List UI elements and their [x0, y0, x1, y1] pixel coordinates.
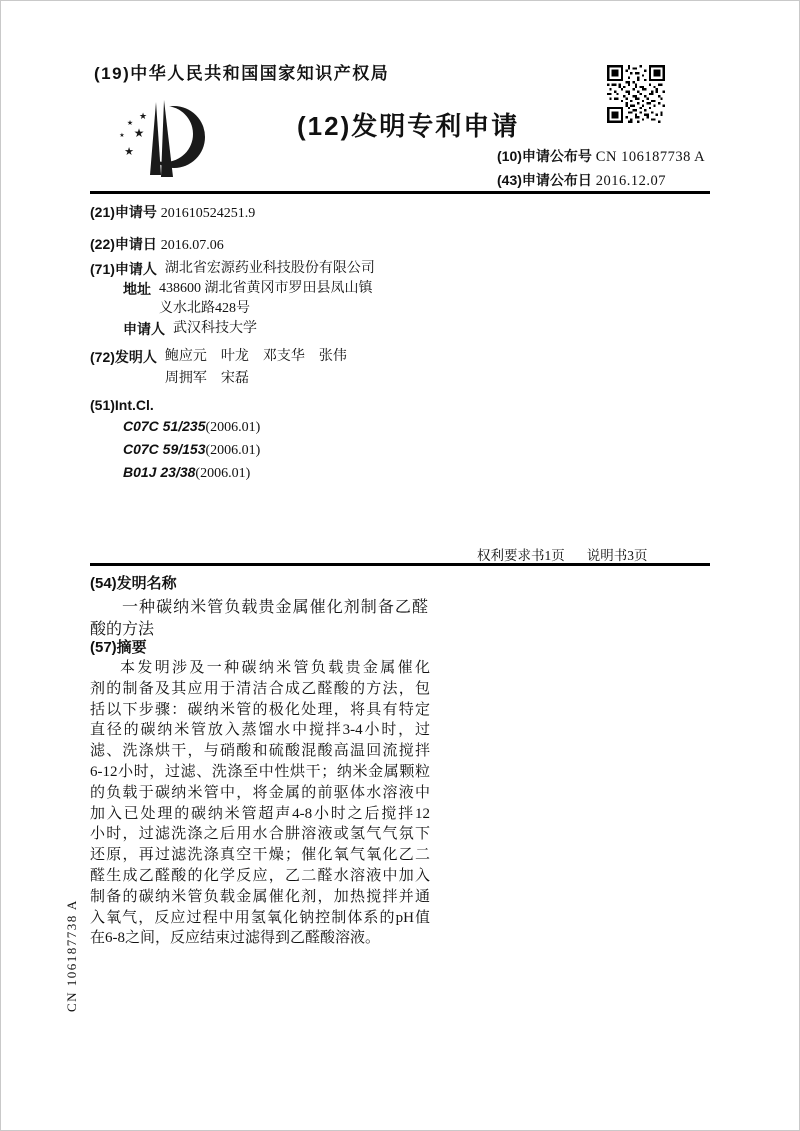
publication-date-label: (43)申请公布日 — [497, 172, 592, 188]
svg-text:★: ★ — [138, 112, 148, 122]
publication-date-line — [497, 170, 666, 190]
abstract-line: 醛生成乙醛酸的化学反应，乙二醛水溶液中加入 — [90, 867, 430, 884]
document-pages-info — [477, 544, 648, 564]
header-divider-rule — [90, 191, 710, 194]
co-applicant-value: 武汉科技大学 — [173, 321, 257, 336]
applicant-row — [90, 259, 375, 279]
claims-pages: 权利要求书1页 — [477, 548, 565, 563]
abstract-text — [90, 658, 430, 949]
publication-number-label: (10)申请公布号 — [497, 148, 592, 164]
address-label: 地址 — [123, 281, 151, 297]
cnipa-logo-icon — [112, 95, 218, 187]
abstract-line: 的负载于碳纳米管中，将金属的前驱体水溶液中 — [90, 784, 430, 801]
inventors-line-1: 鲍应元 叶龙 邓支华 张伟 — [164, 349, 347, 364]
co-applicant-label: 申请人 — [123, 321, 165, 337]
publication-number-line — [497, 146, 705, 166]
svg-text:★: ★ — [133, 126, 145, 140]
applicant-block — [90, 259, 375, 339]
application-number-row — [90, 202, 255, 224]
document-type-title: (12)发明专利申请 — [297, 111, 520, 141]
description-pages: 说明书3页 — [586, 548, 648, 563]
abstract-label: (57)摘要 — [90, 639, 147, 656]
abstract-line: 括以下步骤：碳纳米管的极化处理，将具有特定 — [90, 701, 430, 718]
inventors-line-2: 周拥军 宋磊 — [164, 371, 249, 386]
address-line-1: 438600 湖北省黄冈市罗田县凤山镇 — [159, 281, 373, 296]
ipc-entry — [123, 441, 260, 459]
inventors-label: (72)发明人 — [90, 349, 157, 365]
abstract-line: 6-12小时，过滤、洗涤至中性烘干；纳米金属颗粒 — [90, 763, 430, 780]
ipc-version: (2006.01) — [205, 443, 261, 458]
inventors-names — [165, 346, 347, 390]
applicant-label: (71)申请人 — [90, 261, 157, 277]
svg-text:★: ★ — [126, 119, 134, 127]
intcl-row — [90, 395, 154, 415]
invention-title-label: (54)发明名称 — [90, 575, 177, 592]
abstract-line: 剂的制备及其应用于清洁合成乙醛酸的方法，包 — [90, 680, 430, 697]
ipc-version: (2006.01) — [195, 466, 251, 481]
application-date-value: 2016.07.06 — [160, 238, 224, 253]
ipc-code: C07C 59/153 — [123, 441, 206, 457]
co-applicant-row — [90, 319, 375, 339]
svg-text:★: ★ — [124, 145, 134, 158]
inventors-row — [90, 346, 347, 390]
abstract-line: 加入已处理的碳纳米管超声4-8小时之后搅拌12 — [90, 805, 430, 822]
section-divider-rule — [90, 563, 710, 566]
applicant-value: 湖北省宏源药业科技股份有限公司 — [164, 261, 375, 276]
abstract-line: 制备的碳纳米管负载金属催化剂，加热搅拌并通 — [90, 888, 430, 905]
svg-text:★: ★ — [119, 132, 125, 139]
publication-number-value: CN 106187738 A — [595, 149, 706, 165]
abstract-line: 还原，再过滤洗涤真空干燥；催化氧气氧化乙二 — [90, 847, 430, 864]
ipc-code: C07C 51/235 — [123, 418, 206, 434]
invention-title-line-2: 酸的方法 — [90, 621, 155, 638]
abstract-line: 直径的碳纳米管放入蒸馏水中搅拌3-4小时，过 — [90, 722, 430, 739]
address-row — [90, 279, 375, 319]
ipc-entry — [123, 418, 260, 436]
application-number-label: (21)申请号 — [90, 204, 157, 220]
abstract-line: 入氧气，反应过程中用氢氧化钠控制体系的pH值 — [90, 909, 430, 926]
abstract-line: 在6-8之间，反应结束过滤得到乙醛酸溶液。 — [90, 930, 380, 947]
abstract-line: 滤、洗涤烘干，与硝酸和硫酸混酸高温回流搅拌 — [90, 743, 430, 760]
application-number-value: 201610524251.9 — [160, 206, 256, 221]
ipc-code: B01J 23/38 — [123, 464, 196, 480]
address-line-2: 义水北路428号 — [159, 301, 250, 316]
vertical-publication-id: CN 106187738 A — [64, 899, 79, 1012]
intcl-label: (51)Int.Cl. — [90, 397, 154, 413]
ipc-entry — [123, 464, 250, 482]
issuing-office-title: (19)中华人民共和国国家知识产权局 — [94, 64, 390, 83]
inventors-block — [90, 346, 347, 390]
qr-code-icon — [607, 65, 665, 123]
publication-date-value: 2016.12.07 — [595, 173, 667, 189]
abstract-line: 小时，过滤洗涤之后用水合肼溶液或氢气气氛下 — [90, 826, 430, 843]
ipc-version: (2006.01) — [205, 420, 261, 435]
abstract-line: 本发明涉及一种碳纳米管负载贵金属催化 — [120, 660, 430, 676]
invention-title-line-1: 一种碳纳米管负载贵金属催化剂制备乙醛 — [122, 599, 428, 616]
application-date-label: (22)申请日 — [90, 236, 157, 252]
application-date-row — [90, 234, 224, 256]
address-value — [159, 279, 373, 319]
